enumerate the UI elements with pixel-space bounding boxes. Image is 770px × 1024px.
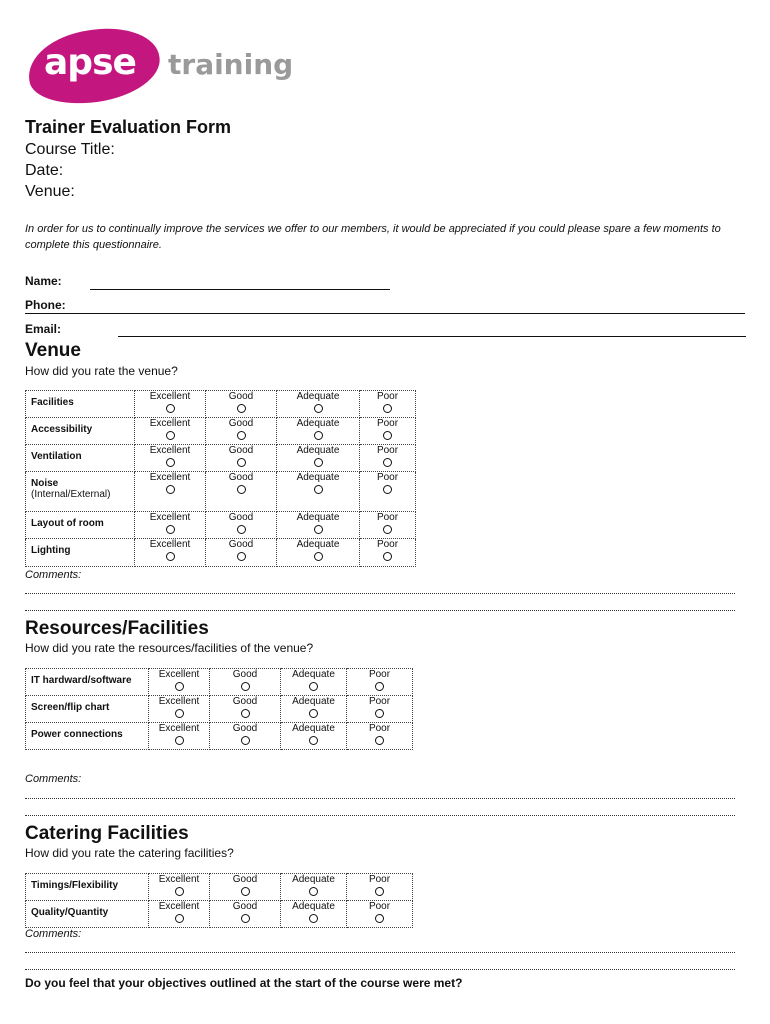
rating-option-label: Good	[232, 901, 258, 912]
rating-radio-button[interactable]	[314, 458, 323, 467]
rating-option-cell	[210, 874, 281, 901]
rating-radio-button[interactable]	[314, 552, 323, 561]
venue-comments-line[interactable]	[25, 610, 735, 611]
rating-option-cell	[277, 391, 360, 418]
rating-option-label: Poor	[368, 669, 391, 680]
rating-option-cell	[277, 539, 360, 567]
catering-comments-line[interactable]	[25, 952, 735, 953]
rating-row-label-text: Accessibility	[31, 424, 93, 435]
rating-option-cell	[210, 723, 281, 750]
rating-option-label: Poor	[376, 472, 399, 483]
rating-option-cell	[206, 418, 277, 445]
email-field[interactable]	[118, 336, 746, 337]
rating-option-label: Poor	[368, 723, 391, 734]
rating-option-label: Poor	[368, 901, 391, 912]
rating-option-cell	[277, 512, 360, 539]
venue-comments-line[interactable]	[25, 593, 735, 594]
rating-row	[26, 391, 416, 418]
resources-comments-label: Comments:	[25, 773, 82, 785]
rating-row-label	[26, 539, 135, 567]
rating-row-sublabel: (Internal/External)	[31, 489, 111, 500]
rating-option-cell	[206, 391, 277, 418]
rating-option-label: Good	[232, 696, 258, 707]
rating-radio-button[interactable]	[309, 709, 318, 718]
rating-option-cell	[360, 539, 416, 567]
rating-option-label: Excellent	[149, 539, 191, 550]
rating-option-cell	[347, 696, 413, 723]
rating-option-cell	[210, 669, 281, 696]
course-title-label: Course Title:	[25, 141, 115, 158]
rating-radio-button[interactable]	[314, 431, 323, 440]
rating-option-cell	[347, 901, 413, 928]
rating-row	[26, 696, 413, 723]
rating-option-label: Adequate	[292, 696, 335, 707]
rating-row	[26, 445, 416, 472]
rating-option-cell	[277, 472, 360, 512]
rating-row	[26, 669, 413, 696]
rating-option-cell	[149, 874, 210, 901]
rating-row	[26, 512, 416, 539]
rating-row-label	[26, 512, 135, 539]
rating-row-label	[26, 723, 149, 750]
rating-option-cell	[206, 472, 277, 512]
rating-option-label: Good	[228, 539, 254, 550]
rating-option-cell	[277, 445, 360, 472]
rating-option-cell	[210, 696, 281, 723]
rating-row-label	[26, 445, 135, 472]
rating-radio-button[interactable]	[175, 736, 184, 745]
rating-row-label-text: Noise	[31, 478, 59, 489]
rating-radio-button[interactable]	[166, 404, 175, 413]
venue-question: How did you rate the venue?	[25, 364, 178, 378]
rating-option-label: Excellent	[149, 512, 191, 523]
rating-radio-button[interactable]	[309, 682, 318, 691]
rating-option-cell	[149, 696, 210, 723]
logo-apse-text: apse	[44, 42, 136, 83]
rating-row-label	[26, 669, 149, 696]
rating-option-label: Poor	[368, 696, 391, 707]
resources-heading: Resources/Facilities	[25, 618, 209, 639]
date-label: Date:	[25, 162, 64, 179]
rating-option-cell	[347, 723, 413, 750]
rating-row	[26, 472, 416, 512]
name-field[interactable]	[90, 289, 390, 290]
rating-option-label: Poor	[376, 539, 399, 550]
rating-radio-button[interactable]	[237, 485, 246, 494]
rating-option-label: Good	[228, 445, 254, 456]
rating-option-cell	[149, 901, 210, 928]
rating-row-label-text: Ventilation	[31, 451, 82, 462]
rating-option-cell	[210, 901, 281, 928]
rating-radio-button[interactable]	[237, 552, 246, 561]
resources-comments-line[interactable]	[25, 798, 735, 799]
rating-radio-button[interactable]	[241, 914, 250, 923]
rating-row-label-text: Screen/flip chart	[31, 702, 110, 713]
rating-radio-button[interactable]	[166, 458, 175, 467]
rating-row-label-text: Lighting	[31, 545, 71, 556]
rating-option-label: Adequate	[292, 723, 335, 734]
rating-option-cell	[135, 391, 206, 418]
rating-option-cell	[206, 539, 277, 567]
venue-label: Venue:	[25, 183, 75, 200]
rating-option-label: Poor	[376, 512, 399, 523]
rating-row-label-text: Facilities	[31, 397, 74, 408]
rating-radio-button[interactable]	[309, 914, 318, 923]
rating-option-label: Excellent	[158, 901, 200, 912]
logo-training-text: training	[168, 48, 294, 81]
rating-option-cell	[281, 696, 347, 723]
rating-option-cell	[135, 539, 206, 567]
rating-option-label: Adequate	[296, 512, 340, 523]
rating-radio-button[interactable]	[309, 736, 318, 745]
rating-row-label-text: Layout of room	[31, 518, 104, 529]
rating-option-label: Poor	[376, 445, 399, 456]
venue-rating-table	[25, 390, 416, 567]
rating-option-cell	[206, 512, 277, 539]
rating-option-label: Good	[228, 391, 254, 402]
rating-option-label: Good	[228, 512, 254, 523]
rating-option-label: Excellent	[149, 445, 191, 456]
rating-row	[26, 418, 416, 445]
rating-row	[26, 874, 413, 901]
rating-row-label	[26, 391, 135, 418]
catering-comments-label: Comments:	[25, 928, 82, 940]
phone-label: Phone:	[25, 298, 66, 312]
name-label: Name:	[25, 274, 62, 288]
rating-radio-button[interactable]	[375, 887, 384, 896]
rating-radio-button[interactable]	[175, 682, 184, 691]
rating-radio-button[interactable]	[237, 525, 246, 534]
rating-row-label-text: Quality/Quantity	[31, 907, 109, 918]
rating-option-cell	[149, 723, 210, 750]
rating-option-cell	[206, 445, 277, 472]
rating-radio-button[interactable]	[237, 404, 246, 413]
rating-option-label: Adequate	[296, 539, 340, 550]
rating-option-label: Adequate	[296, 472, 340, 483]
catering-heading: Catering Facilities	[25, 823, 189, 844]
rating-radio-button[interactable]	[175, 914, 184, 923]
rating-option-cell	[281, 669, 347, 696]
rating-row-label-text: Timings/Flexibility	[31, 880, 119, 891]
rating-option-label: Good	[228, 418, 254, 429]
rating-radio-button[interactable]	[314, 404, 323, 413]
rating-row-label	[26, 901, 149, 928]
rating-row-label	[26, 472, 135, 512]
rating-option-cell	[360, 445, 416, 472]
rating-option-cell	[135, 445, 206, 472]
rating-option-label: Poor	[368, 874, 391, 885]
rating-option-label: Adequate	[296, 445, 340, 456]
rating-radio-button[interactable]	[383, 552, 392, 561]
apse-training-logo	[28, 30, 294, 110]
rating-radio-button[interactable]	[375, 914, 384, 923]
rating-option-label: Adequate	[296, 391, 340, 402]
rating-option-label: Good	[232, 874, 258, 885]
rating-radio-button[interactable]	[166, 431, 175, 440]
rating-option-cell	[281, 723, 347, 750]
rating-row	[26, 723, 413, 750]
rating-radio-button[interactable]	[375, 709, 384, 718]
resources-comments-line[interactable]	[25, 815, 735, 816]
rating-option-cell	[360, 512, 416, 539]
rating-option-label: Adequate	[292, 874, 335, 885]
email-label: Email:	[25, 322, 62, 336]
rating-row-label-text: Power connections	[31, 729, 123, 740]
rating-option-label: Excellent	[149, 391, 191, 402]
rating-option-label: Good	[232, 723, 258, 734]
rating-option-cell	[360, 391, 416, 418]
rating-radio-button[interactable]	[375, 736, 384, 745]
rating-radio-button[interactable]	[166, 485, 175, 494]
rating-radio-button[interactable]	[314, 485, 323, 494]
rating-radio-button[interactable]	[383, 525, 392, 534]
rating-radio-button[interactable]	[375, 682, 384, 691]
rating-option-cell	[360, 472, 416, 512]
rating-radio-button[interactable]	[383, 404, 392, 413]
rating-radio-button[interactable]	[166, 525, 175, 534]
rating-option-label: Excellent	[158, 696, 200, 707]
rating-option-cell	[277, 418, 360, 445]
venue-comments-label: Comments:	[25, 569, 82, 581]
rating-radio-button[interactable]	[241, 736, 250, 745]
rating-radio-button[interactable]	[241, 682, 250, 691]
rating-option-label: Poor	[376, 418, 399, 429]
rating-radio-button[interactable]	[383, 431, 392, 440]
rating-radio-button[interactable]	[175, 709, 184, 718]
rating-radio-button[interactable]	[383, 458, 392, 467]
catering-comments-line[interactable]	[25, 969, 735, 970]
rating-radio-button[interactable]	[309, 887, 318, 896]
rating-option-cell	[135, 512, 206, 539]
rating-option-label: Excellent	[158, 669, 200, 680]
rating-radio-button[interactable]	[237, 458, 246, 467]
rating-row-label	[26, 696, 149, 723]
rating-option-cell	[135, 418, 206, 445]
rating-option-label: Good	[228, 472, 254, 483]
rating-row-label	[26, 874, 149, 901]
rating-radio-button[interactable]	[175, 887, 184, 896]
rating-option-label: Adequate	[292, 901, 335, 912]
rating-option-label: Excellent	[149, 418, 191, 429]
phone-field[interactable]	[25, 313, 745, 314]
rating-option-cell	[281, 901, 347, 928]
rating-option-cell	[347, 669, 413, 696]
rating-row-label-text: IT hardward/software	[31, 675, 132, 686]
rating-row	[26, 539, 416, 567]
venue-heading: Venue	[25, 340, 81, 361]
rating-radio-button[interactable]	[166, 552, 175, 561]
rating-option-label: Excellent	[149, 472, 191, 483]
rating-option-cell	[135, 472, 206, 512]
intro-text: In order for us to continually improve the services we offer to our members, it would be appreciated if you could please spare a few moments to complete this questionnaire.	[25, 223, 721, 251]
catering-question: How did you rate the catering facilities?	[25, 846, 234, 860]
rating-option-label: Excellent	[158, 723, 200, 734]
rating-radio-button[interactable]	[314, 525, 323, 534]
rating-radio-button[interactable]	[237, 431, 246, 440]
objectives-question: Do you feel that your objectives outlined at the start of the course were met?	[25, 976, 463, 990]
rating-option-cell	[347, 874, 413, 901]
resources-rating-table	[25, 668, 413, 750]
rating-radio-button[interactable]	[241, 887, 250, 896]
rating-option-label: Poor	[376, 391, 399, 402]
rating-option-label: Good	[232, 669, 258, 680]
catering-rating-table	[25, 873, 413, 928]
rating-row-label	[26, 418, 135, 445]
rating-row	[26, 901, 413, 928]
rating-radio-button[interactable]	[383, 485, 392, 494]
rating-radio-button[interactable]	[241, 709, 250, 718]
rating-option-cell	[360, 418, 416, 445]
rating-option-label: Adequate	[292, 669, 335, 680]
rating-option-cell	[149, 669, 210, 696]
rating-option-cell	[281, 874, 347, 901]
resources-question: How did you rate the resources/facilities of the venue?	[25, 641, 314, 655]
form-title: Trainer Evaluation Form	[25, 117, 232, 137]
rating-option-label: Adequate	[296, 418, 340, 429]
rating-option-label: Excellent	[158, 874, 200, 885]
